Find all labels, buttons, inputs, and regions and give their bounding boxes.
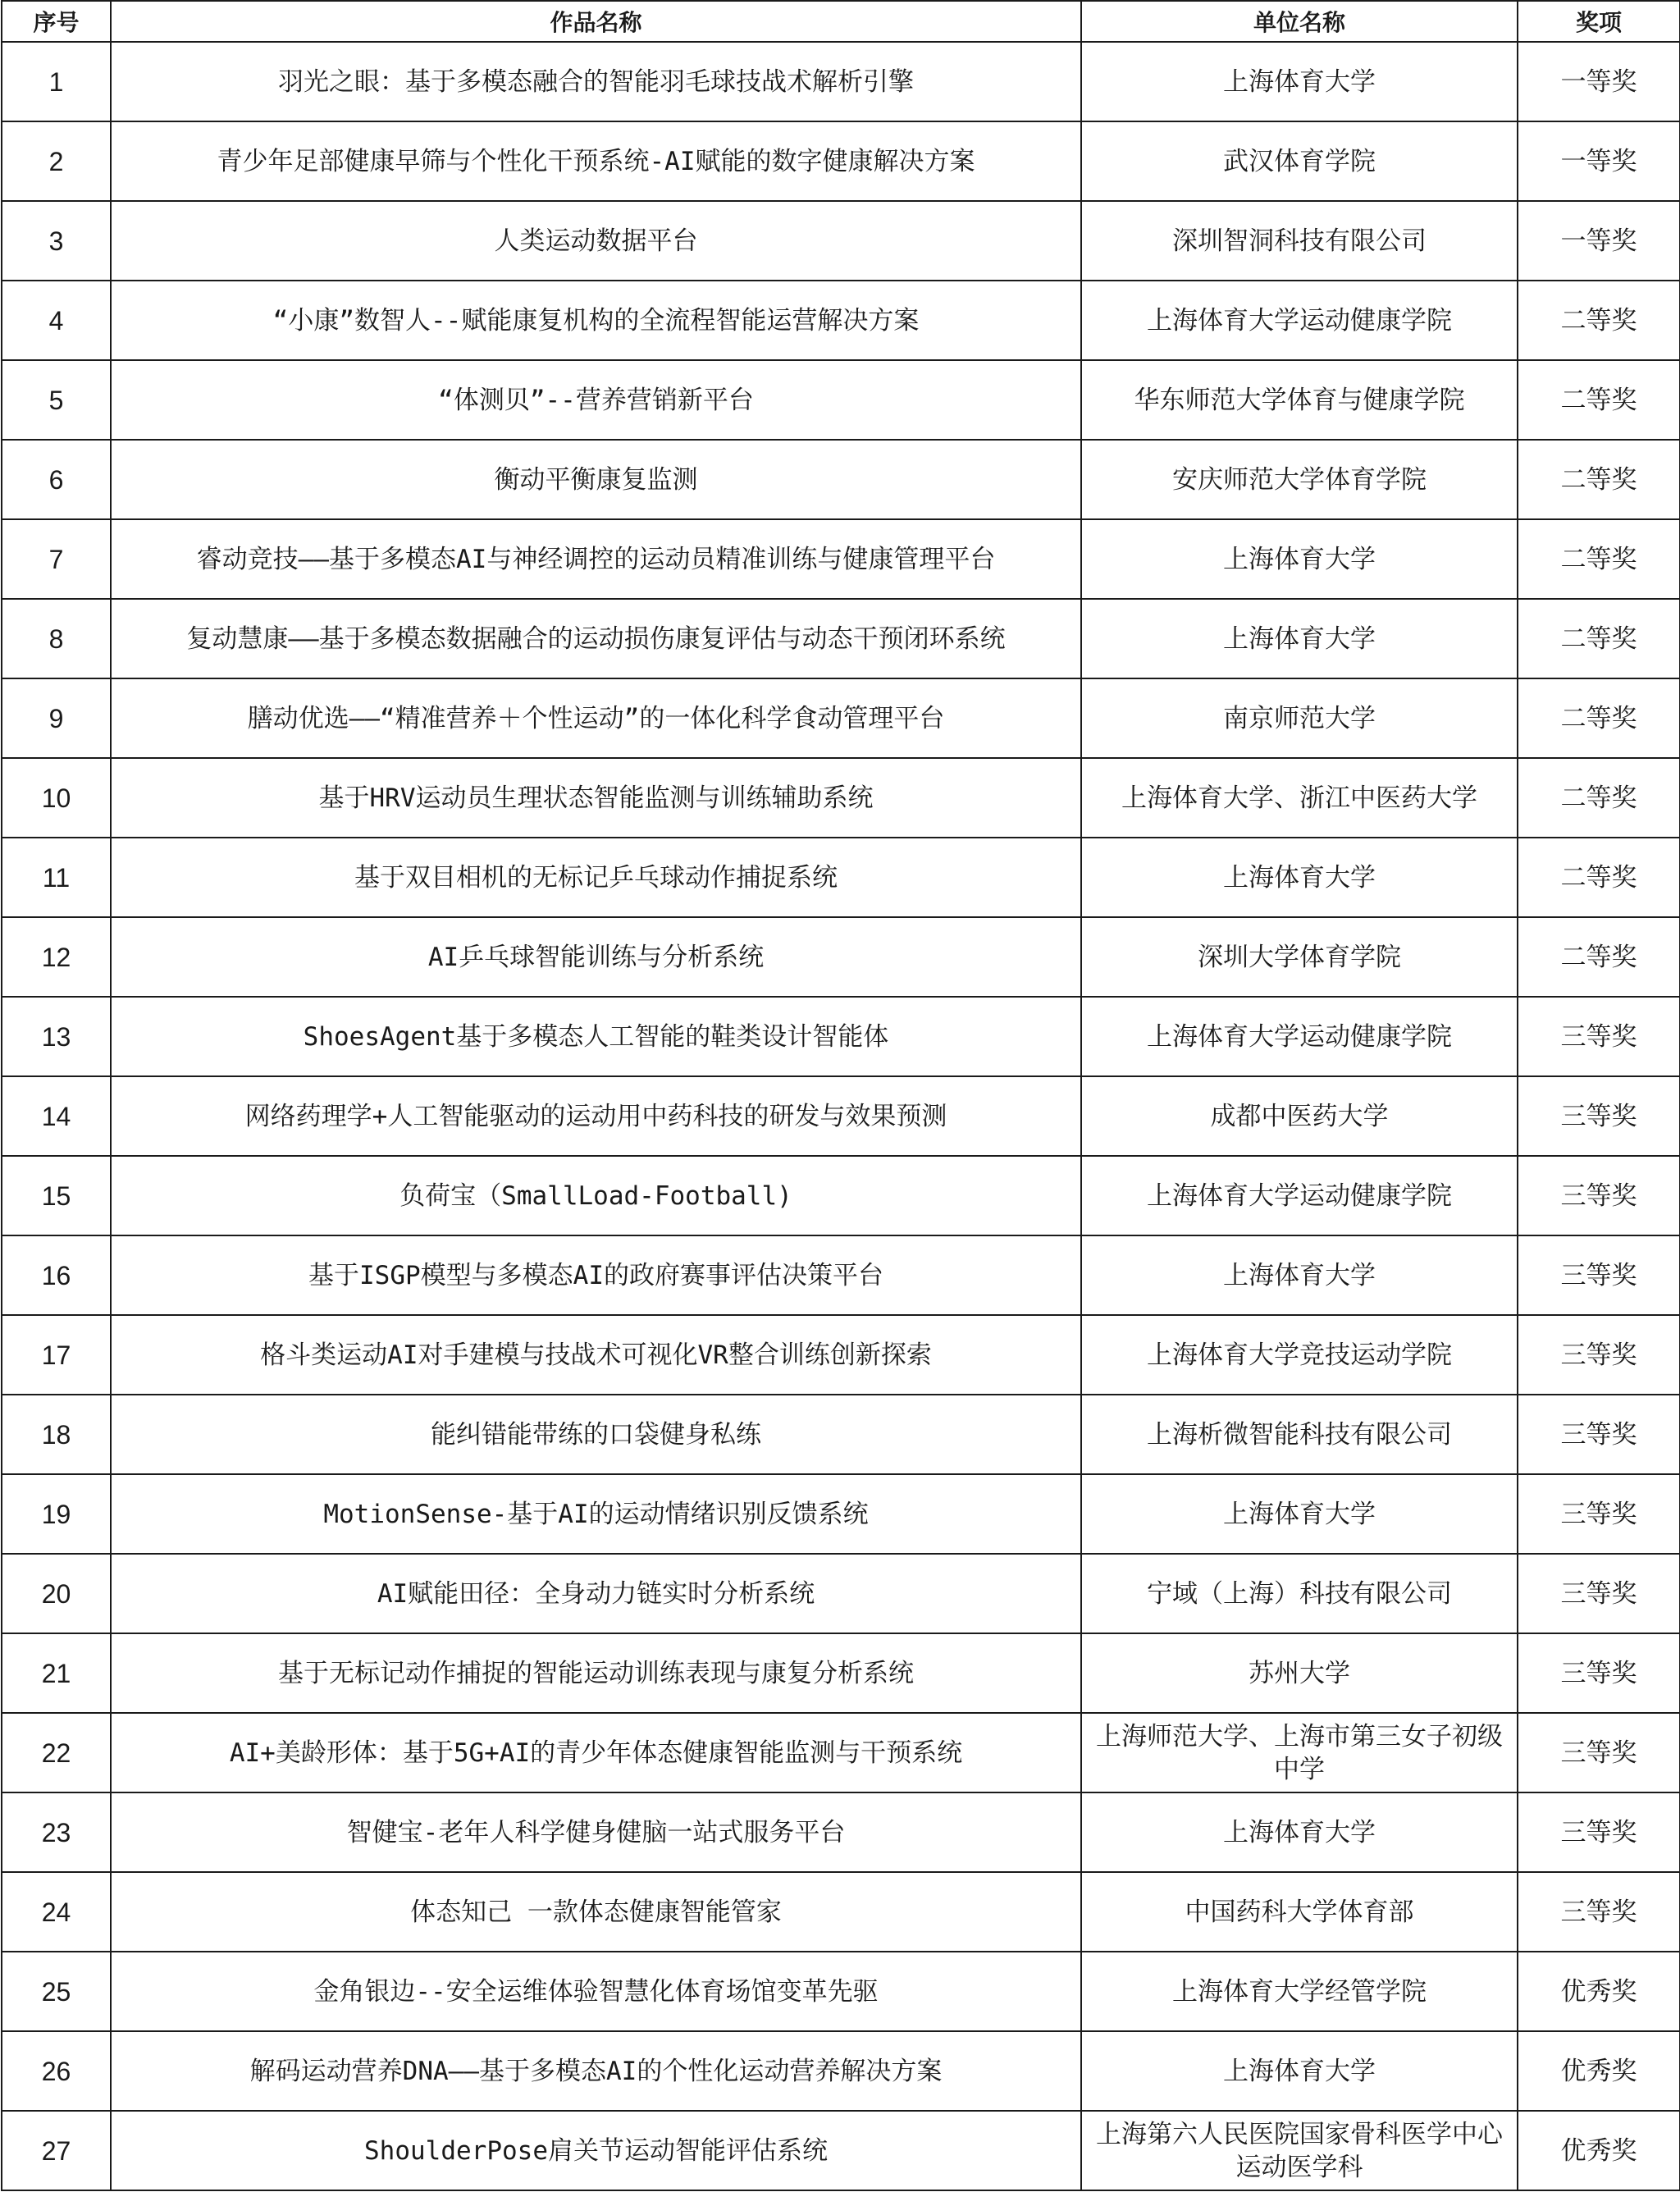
cell-title: 格斗类运动AI对手建模与技战术可视化VR整合训练创新探索 [111,1315,1081,1395]
cell-index: 18 [2,1395,111,1474]
header-row [2,1,1680,42]
cell-index: 26 [2,2031,111,2111]
cell-award: 二等奖 [1518,917,1680,997]
cell-index: 17 [2,1315,111,1395]
cell-unit: 上海体育大学 [1081,838,1518,917]
cell-unit: 上海体育大学 [1081,1474,1518,1554]
table-row [2,917,1680,997]
cell-unit: 宁域（上海）科技有限公司 [1081,1554,1518,1633]
cell-award: 二等奖 [1518,678,1680,758]
cell-index: 12 [2,917,111,997]
table-row [2,1395,1680,1474]
cell-title: 人类运动数据平台 [111,201,1081,281]
cell-award: 三等奖 [1518,1315,1680,1395]
table-row [2,997,1680,1076]
table-row [2,201,1680,281]
cell-award: 二等奖 [1518,599,1680,678]
table-row [2,2111,1680,2190]
cell-index: 7 [2,519,111,599]
table-row [2,1235,1680,1315]
table-row [2,121,1680,201]
cell-index: 22 [2,1713,111,1792]
table-row [2,1872,1680,1952]
cell-title: 负荷宝（SmallLoad-Football) [111,1156,1081,1235]
cell-index: 9 [2,678,111,758]
cell-index: 25 [2,1952,111,2031]
cell-unit: 上海体育大学 [1081,599,1518,678]
cell-index: 21 [2,1633,111,1713]
table-row [2,519,1680,599]
table-row [2,1156,1680,1235]
cell-title: 基于HRV运动员生理状态智能监测与训练辅助系统 [111,758,1081,838]
cell-unit: 上海体育大学竞技运动学院 [1081,1315,1518,1395]
table-row [2,1076,1680,1156]
cell-unit: 上海第六人民医院国家骨科医学中心运动医学科 [1081,2111,1518,2190]
cell-title: “体测贝”--营养营销新平台 [111,360,1081,440]
cell-title: 复动慧康——基于多模态数据融合的运动损伤康复评估与动态干预闭环系统 [111,599,1081,678]
cell-title: 解码运动营养DNA——基于多模态AI的个性化运动营养解决方案 [111,2031,1081,2111]
cell-award: 三等奖 [1518,1633,1680,1713]
cell-unit: 上海体育大学 [1081,42,1518,121]
cell-title: MotionSense-基于AI的运动情绪识别反馈系统 [111,1474,1081,1554]
cell-title: 网络药理学+人工智能驱动的运动用中药科技的研发与效果预测 [111,1076,1081,1156]
cell-title: 体态知己 一款体态健康智能管家 [111,1872,1081,1952]
cell-title: 膳动优选——“精准营养＋个性运动”的一体化科学食动管理平台 [111,678,1081,758]
cell-index: 20 [2,1554,111,1633]
cell-title: AI+美龄形体：基于5G+AI的青少年体态健康智能监测与干预系统 [111,1713,1081,1792]
cell-award: 三等奖 [1518,1474,1680,1554]
cell-index: 23 [2,1792,111,1872]
table-row [2,1474,1680,1554]
cell-unit: 苏州大学 [1081,1633,1518,1713]
cell-unit: 深圳大学体育学院 [1081,917,1518,997]
cell-title: 基于无标记动作捕捉的智能运动训练表现与康复分析系统 [111,1633,1081,1713]
cell-title: AI赋能田径：全身动力链实时分析系统 [111,1554,1081,1633]
table-row [2,599,1680,678]
cell-unit: 深圳智洞科技有限公司 [1081,201,1518,281]
cell-unit: 南京师范大学 [1081,678,1518,758]
cell-index: 10 [2,758,111,838]
cell-index: 14 [2,1076,111,1156]
cell-index: 6 [2,440,111,519]
cell-award: 优秀奖 [1518,1952,1680,2031]
cell-award: 三等奖 [1518,1872,1680,1952]
cell-title: “小康”数智人--赋能康复机构的全流程智能运营解决方案 [111,281,1081,360]
cell-index: 1 [2,42,111,121]
cell-unit: 安庆师范大学体育学院 [1081,440,1518,519]
cell-index: 2 [2,121,111,201]
header-index: 序号 [2,1,111,42]
table-row [2,1713,1680,1792]
cell-unit: 上海体育大学运动健康学院 [1081,1156,1518,1235]
cell-index: 5 [2,360,111,440]
cell-title: 羽光之眼：基于多模态融合的智能羽毛球技战术解析引擎 [111,42,1081,121]
cell-unit: 上海体育大学经管学院 [1081,1952,1518,2031]
table-row [2,281,1680,360]
cell-award: 三等奖 [1518,997,1680,1076]
cell-title: ShoulderPose肩关节运动智能评估系统 [111,2111,1081,2190]
cell-title: 智健宝-老年人科学健身健脑一站式服务平台 [111,1792,1081,1872]
table-row [2,1792,1680,1872]
cell-unit: 上海析微智能科技有限公司 [1081,1395,1518,1474]
cell-award: 优秀奖 [1518,2111,1680,2190]
cell-award: 二等奖 [1518,838,1680,917]
table-row [2,360,1680,440]
cell-index: 19 [2,1474,111,1554]
header-award: 奖项 [1518,1,1680,42]
awards-table [1,0,1680,2191]
cell-title: 能纠错能带练的口袋健身私练 [111,1395,1081,1474]
cell-unit: 上海体育大学、浙江中医药大学 [1081,758,1518,838]
cell-award: 三等奖 [1518,1395,1680,1474]
cell-unit: 上海体育大学 [1081,519,1518,599]
cell-index: 24 [2,1872,111,1952]
cell-award: 优秀奖 [1518,2031,1680,2111]
header-unit: 单位名称 [1081,1,1518,42]
cell-index: 8 [2,599,111,678]
cell-title: ShoesAgent基于多模态人工智能的鞋类设计智能体 [111,997,1081,1076]
cell-award: 三等奖 [1518,1713,1680,1792]
table-row [2,838,1680,917]
cell-award: 二等奖 [1518,281,1680,360]
cell-award: 三等奖 [1518,1554,1680,1633]
cell-title: 金角银边--安全运维体验智慧化体育场馆变革先驱 [111,1952,1081,2031]
cell-award: 二等奖 [1518,758,1680,838]
table-row [2,758,1680,838]
table-header [2,1,1680,42]
cell-unit: 华东师范大学体育与健康学院 [1081,360,1518,440]
cell-title: AI乒乓球智能训练与分析系统 [111,917,1081,997]
cell-title: 基于ISGP模型与多模态AI的政府赛事评估决策平台 [111,1235,1081,1315]
cell-award: 二等奖 [1518,519,1680,599]
cell-award: 二等奖 [1518,440,1680,519]
cell-award: 三等奖 [1518,1156,1680,1235]
table-body [2,42,1680,2190]
cell-index: 3 [2,201,111,281]
cell-unit: 上海体育大学 [1081,2031,1518,2111]
cell-title: 睿动竞技——基于多模态AI与神经调控的运动员精准训练与健康管理平台 [111,519,1081,599]
cell-unit: 上海体育大学运动健康学院 [1081,281,1518,360]
cell-unit: 中国药科大学体育部 [1081,1872,1518,1952]
table-row [2,1952,1680,2031]
cell-award: 一等奖 [1518,121,1680,201]
cell-unit: 成都中医药大学 [1081,1076,1518,1156]
cell-index: 13 [2,997,111,1076]
cell-index: 11 [2,838,111,917]
table-row [2,440,1680,519]
header-title: 作品名称 [111,1,1081,42]
cell-unit: 武汉体育学院 [1081,121,1518,201]
cell-award: 三等奖 [1518,1076,1680,1156]
cell-index: 4 [2,281,111,360]
cell-index: 27 [2,2111,111,2190]
cell-award: 二等奖 [1518,360,1680,440]
cell-index: 15 [2,1156,111,1235]
cell-award: 一等奖 [1518,201,1680,281]
table-row [2,2031,1680,2111]
cell-title: 基于双目相机的无标记乒乓球动作捕捉系统 [111,838,1081,917]
table-row [2,1315,1680,1395]
cell-unit: 上海体育大学运动健康学院 [1081,997,1518,1076]
table-row [2,678,1680,758]
cell-title: 青少年足部健康早筛与个性化干预系统-AI赋能的数字健康解决方案 [111,121,1081,201]
table-row [2,1633,1680,1713]
cell-unit: 上海体育大学 [1081,1792,1518,1872]
cell-award: 三等奖 [1518,1792,1680,1872]
cell-index: 16 [2,1235,111,1315]
table-row [2,1554,1680,1633]
cell-award: 三等奖 [1518,1235,1680,1315]
cell-unit: 上海体育大学 [1081,1235,1518,1315]
cell-title: 衡动平衡康复监测 [111,440,1081,519]
cell-award: 一等奖 [1518,42,1680,121]
table-row [2,42,1680,121]
cell-unit: 上海师范大学、上海市第三女子初级中学 [1081,1713,1518,1792]
